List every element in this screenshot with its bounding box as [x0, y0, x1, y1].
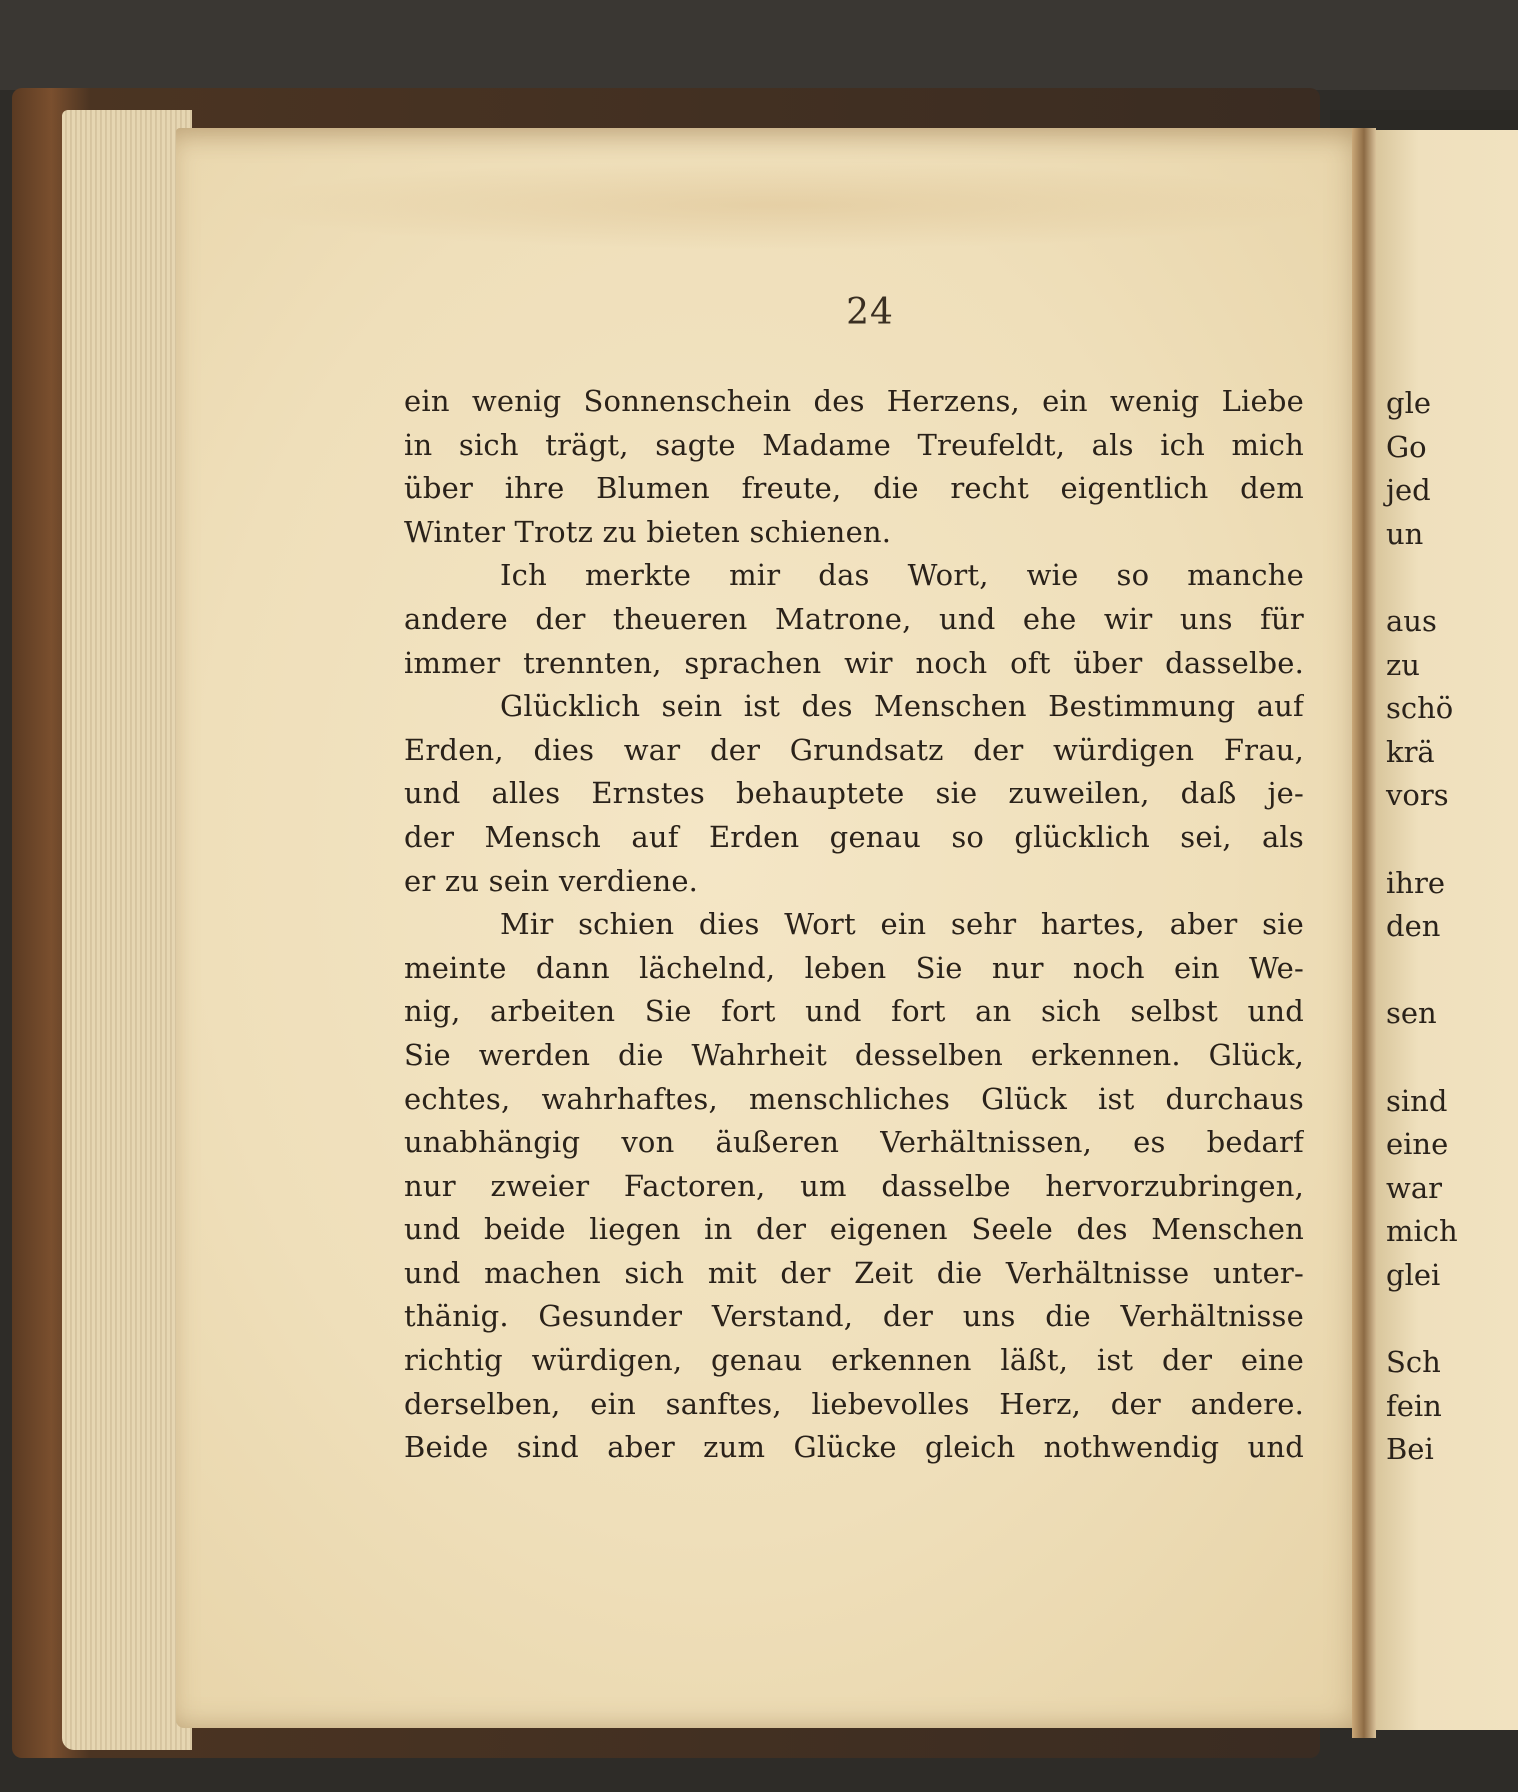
text-line: thänig. Gesunder Verstand, der uns die Verhältnisse: [404, 1299, 1304, 1334]
text-line: andere der theueren Matrone, und ehe wir uns für: [404, 601, 1304, 636]
next-page-fragment: Bei: [1386, 1432, 1434, 1467]
next-page-fragment: jed: [1386, 473, 1431, 508]
text-line: und beide liegen in der eigenen Seele des Menschen: [404, 1212, 1304, 1247]
next-page-fragment: war: [1386, 1170, 1442, 1205]
next-page-fragment: vors: [1386, 778, 1449, 813]
book-page-right: [1376, 130, 1518, 1730]
next-page-fragment: aus: [1386, 603, 1437, 638]
next-page-fragment: [1386, 818, 1518, 862]
next-page-fragment: Go: [1386, 429, 1427, 464]
paper-stain: [230, 160, 1330, 250]
next-page-fragment: mich: [1386, 1214, 1458, 1249]
text-line: ein wenig Sonnenschein des Herzens, ein wenig Liebe: [404, 384, 1304, 418]
text-line: derselben, ein sanftes, liebevolles Herz, der andere.: [404, 1386, 1304, 1421]
next-page-fragment: glei: [1386, 1257, 1441, 1292]
text-line: Beide sind aber zum Glücke gleich nothwendig und: [404, 1430, 1304, 1465]
next-page-fragment: ihre: [1386, 865, 1445, 900]
next-page-text: [1386, 382, 1518, 1472]
text-line: richtig würdigen, genau erkennen läßt, ist der eine: [404, 1343, 1304, 1378]
text-line: meinte dann lächelnd, leben Sie nur noch ein We-: [404, 950, 1304, 985]
text-line: in sich trägt, sagte Madame Treufeldt, als ich mich: [404, 427, 1304, 462]
next-page-fragment: schö: [1386, 691, 1454, 726]
text-line: unabhängig von äußeren Verhältnissen, es bedarf: [404, 1125, 1304, 1160]
text-line: immer trennten, sprachen wir noch oft über dasselbe.: [404, 645, 1304, 680]
next-page-fragment: [1386, 949, 1518, 993]
next-page-fragment: eine: [1386, 1127, 1449, 1162]
next-page-fragment: krä: [1386, 734, 1435, 769]
next-page-fragment: den: [1386, 909, 1441, 944]
text-line: Winter Trotz zu bieten schienen.: [404, 514, 892, 549]
page-body-text: [404, 380, 1304, 1470]
next-page-fragment: un: [1386, 516, 1424, 551]
text-line: er zu sein verdiene.: [404, 863, 699, 898]
text-line: Sie werden die Wahrheit desselben erkennen. Glück,: [404, 1037, 1304, 1072]
next-page-fragment: gle: [1386, 386, 1432, 420]
next-page-fragment: Sch: [1386, 1345, 1441, 1380]
next-page-fragment: zu: [1386, 647, 1420, 682]
text-line: Ich merkte mir das Wort, wie so manche: [500, 558, 1304, 593]
text-line: nig, arbeiten Sie fort und fort an sich selbst und: [404, 994, 1304, 1029]
text-line: nur zweier Factoren, um dasselbe hervorzubringen,: [404, 1168, 1304, 1203]
text-line: Erden, dies war der Grundsatz der würdigen Frau,: [404, 732, 1304, 767]
text-line: Mir schien dies Wort ein sehr hartes, aber sie: [500, 907, 1304, 942]
page-number: 24: [846, 292, 894, 333]
text-line: echtes, wahrhaftes, menschliches Glück ist durchaus: [404, 1081, 1304, 1116]
text-line: und machen sich mit der Zeit die Verhältnisse unter-: [404, 1255, 1304, 1290]
next-page-fragment: sen: [1386, 996, 1437, 1031]
next-page-fragment: sind: [1386, 1083, 1448, 1118]
next-page-fragment: [1386, 556, 1518, 600]
scanner-background: [0, 0, 1518, 90]
next-page-fragment: fein: [1386, 1388, 1442, 1423]
next-page-fragment: [1386, 1036, 1518, 1080]
next-page-fragment: [1386, 1297, 1518, 1341]
text-line: der Mensch auf Erden genau so glücklich sei, als: [404, 819, 1304, 854]
text-line: Glücklich sein ist des Menschen Bestimmung auf: [500, 689, 1304, 724]
text-line: über ihre Blumen freute, die recht eigentlich dem: [404, 471, 1304, 506]
text-line: und alles Ernstes behauptete sie zuweilen, daß je-: [404, 776, 1304, 811]
book-gutter: [1352, 128, 1376, 1738]
page-edges: [62, 110, 192, 1750]
